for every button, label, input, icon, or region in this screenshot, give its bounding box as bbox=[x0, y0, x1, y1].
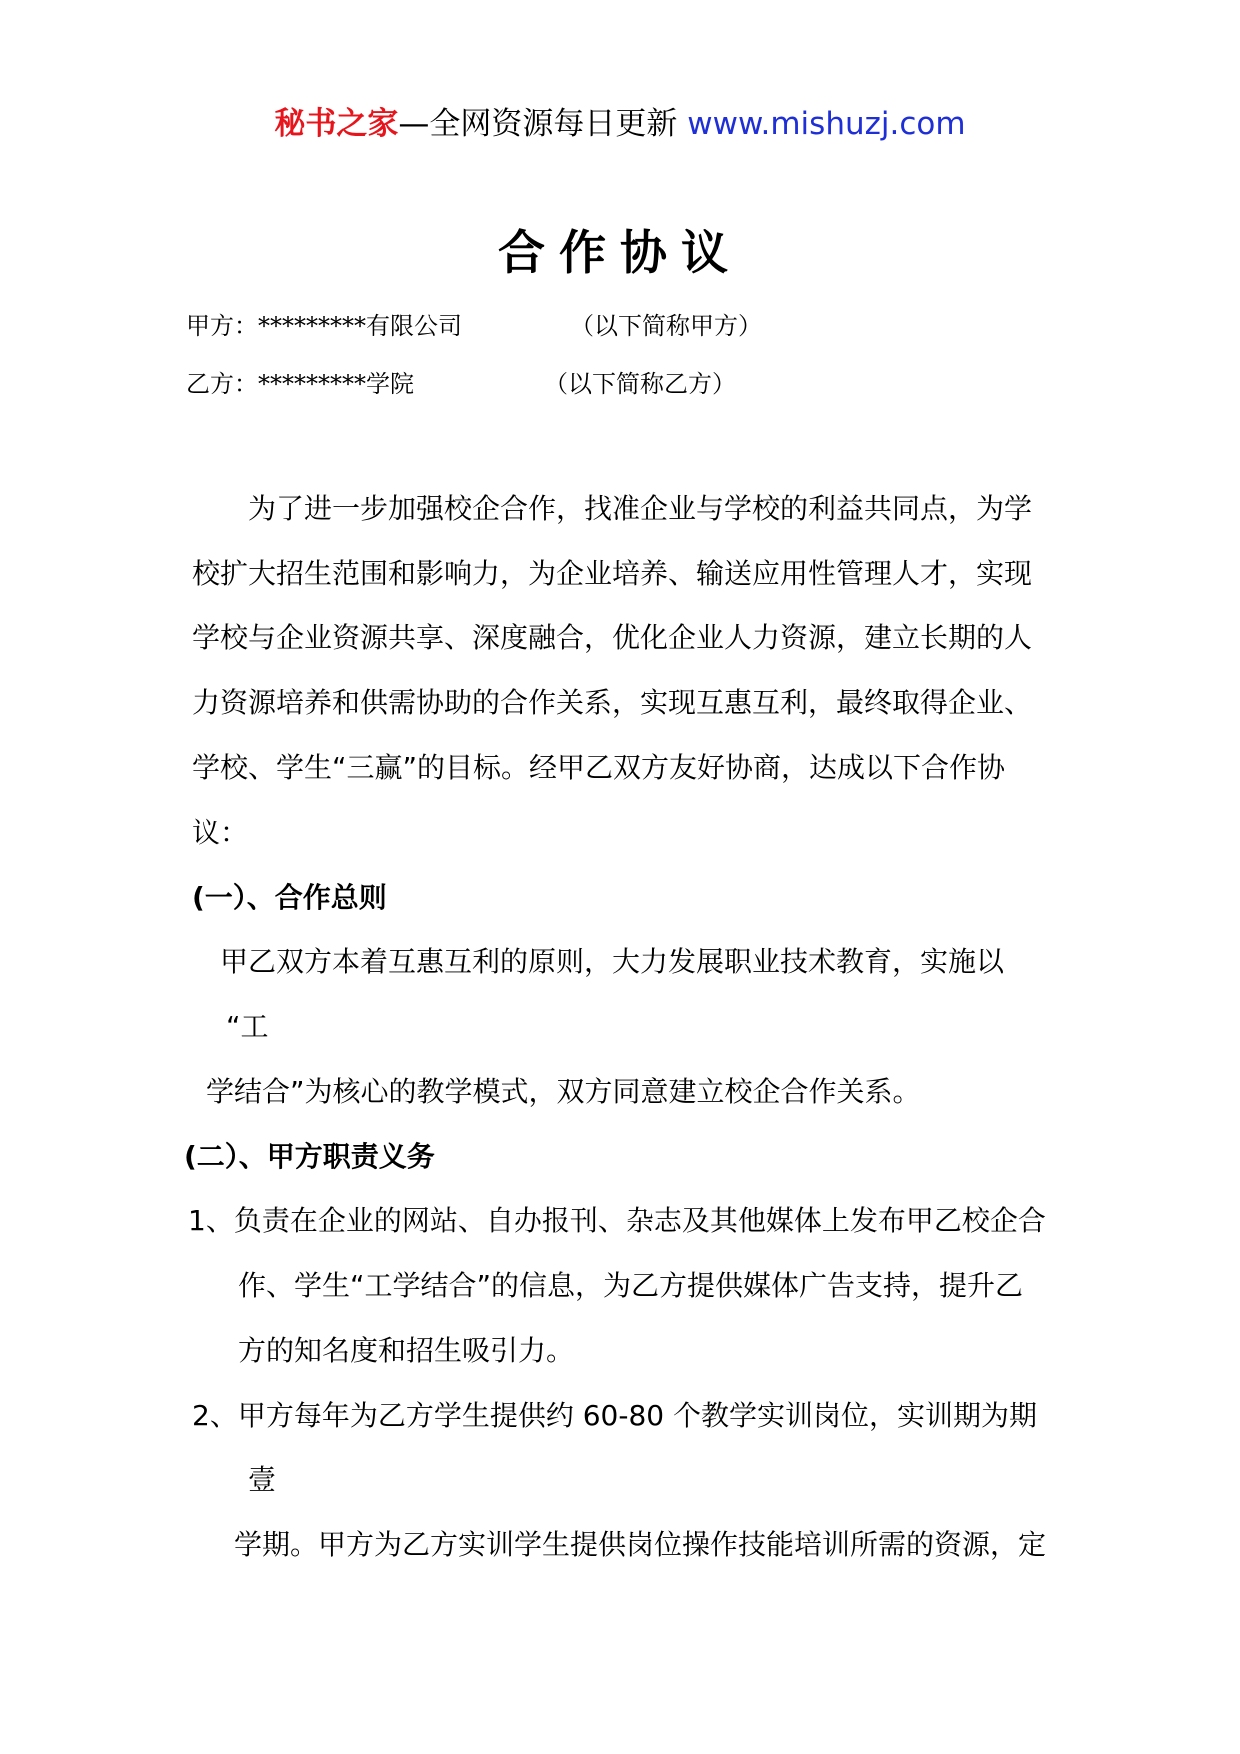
duty-item-line: 学期。甲方为乙方实训学生提供岗位操作技能培训所需的资源，定 bbox=[234, 1528, 1047, 1561]
party-b-label: 乙方：*********学院 bbox=[186, 370, 414, 398]
intro-line: 为了进一步加强校企合作，找准企业与学校的利益共同点，为学 bbox=[248, 492, 1033, 525]
duty-item-line: 1、负责在企业的网站、自办报刊、杂志及其他媒体上发布甲乙校企合 bbox=[188, 1204, 1046, 1237]
duty-item-line: 作、学生“工学结合”的信息，为乙方提供媒体广告支持，提升乙 bbox=[238, 1269, 1024, 1302]
section-heading-general: (一）、合作总则 bbox=[192, 881, 387, 914]
intro-line: 校扩大招生范围和影响力，为企业培养、输送应用性管理人才，实现 bbox=[192, 557, 1033, 590]
document-title: 合作协议 bbox=[498, 226, 742, 281]
site-tagline: —全网资源每日更新 bbox=[398, 106, 688, 142]
intro-line: 议： bbox=[192, 816, 249, 849]
section-general-line: “工 bbox=[226, 1010, 269, 1043]
party-a-line bbox=[186, 308, 762, 344]
party-a-label: 甲方：*********有限公司 bbox=[186, 312, 462, 340]
site-url-link[interactable]: www.mishuzj.com bbox=[687, 106, 966, 142]
duty-item-line: 壹 bbox=[248, 1463, 277, 1496]
section-general-line: 学结合”为核心的教学模式，双方同意建立校企合作关系。 bbox=[206, 1075, 921, 1108]
party-a-abbreviation: （以下简称甲方） bbox=[570, 312, 762, 340]
duty-item-line: 方的知名度和招生吸引力。 bbox=[238, 1334, 575, 1367]
section-general-line: 甲乙双方本着互惠互利的原则，大力发展职业技术教育，实施以 bbox=[220, 945, 1005, 978]
party-b-line bbox=[186, 366, 736, 402]
party-b-abbreviation: （以下简称乙方） bbox=[544, 370, 736, 398]
site-header bbox=[0, 100, 1240, 148]
intro-line: 学校与企业资源共享、深度融合，优化企业人力资源，建立长期的人 bbox=[192, 621, 1033, 654]
duty-item-line: 2、甲方每年为乙方学生提供约 60-80 个教学实训岗位，实训期为期 bbox=[192, 1399, 1037, 1432]
intro-line: 学校、学生“三赢”的目标。经甲乙双方友好协商，达成以下合作协 bbox=[192, 751, 1006, 784]
intro-line: 力资源培养和供需协助的合作关系，实现互惠互利，最终取得企业、 bbox=[192, 686, 1033, 719]
site-brand: 秘书之家 bbox=[274, 106, 399, 142]
section-heading-party-a-duties: (二）、甲方职责义务 bbox=[184, 1140, 435, 1173]
